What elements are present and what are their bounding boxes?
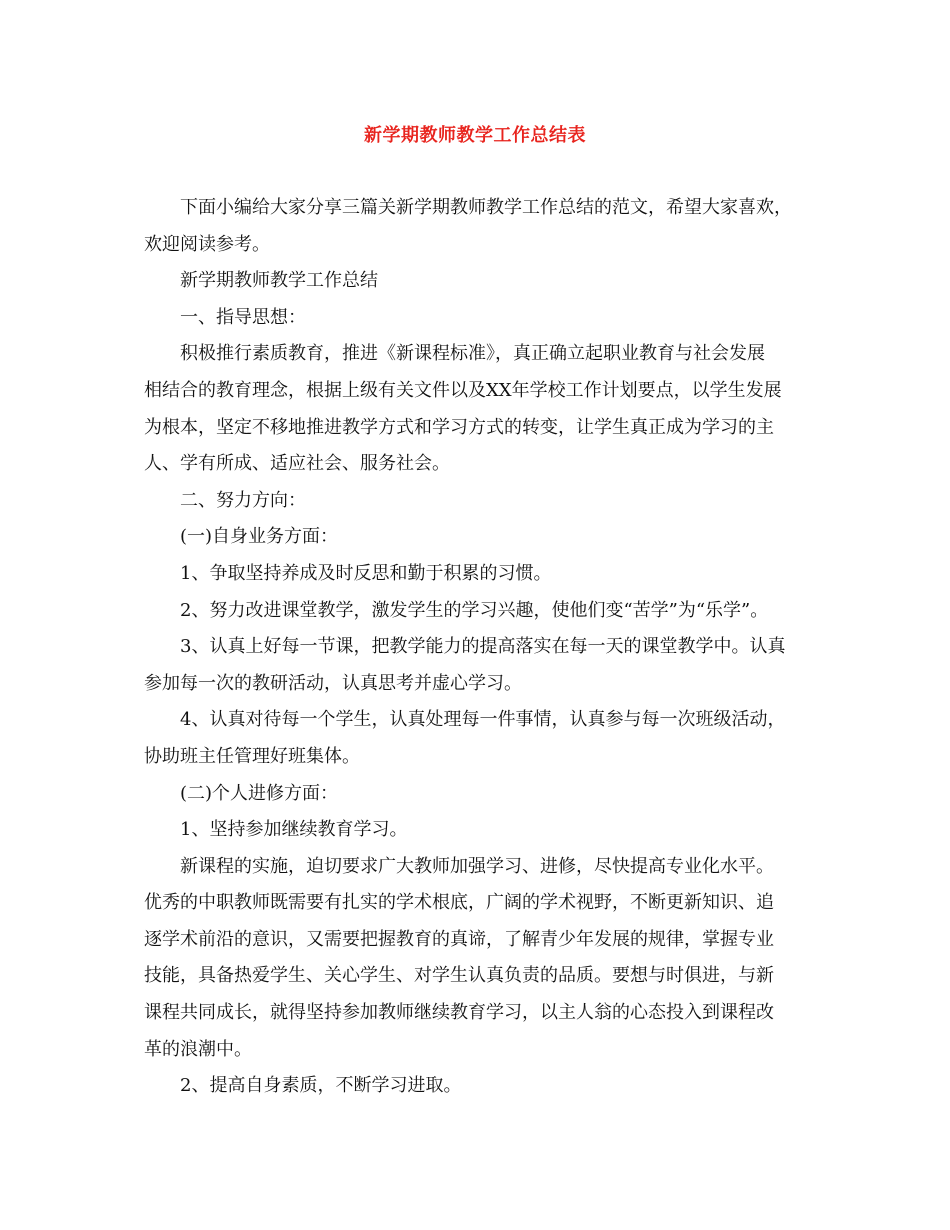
text-line: 课程共同成长，就得坚持参加教师继续教育学习，以主人翁的心态投入到课程改 xyxy=(144,1002,774,1024)
paragraph xyxy=(144,190,824,263)
paragraph xyxy=(144,263,824,300)
text-line: 1、坚持参加继续教育学习。 xyxy=(180,819,408,841)
text-line: 2、努力改进课堂教学，激发学生的学习兴趣，使他们变“苦学”为“乐学”。 xyxy=(180,599,769,621)
text-line: 新课程的实施，迫切要求广大教师加强学习、进修，尽快提高专业化水平。 xyxy=(180,855,774,877)
list-item xyxy=(144,1068,824,1105)
text-line: (二)个人进修方面： xyxy=(180,782,339,804)
text-line: 二、努力方向： xyxy=(180,489,306,511)
list-item xyxy=(144,593,824,630)
text-line: 为根本，坚定不移地推进教学方式和学习方式的转变，让学生真正成为学习的主 xyxy=(144,416,774,438)
section-heading xyxy=(144,300,824,337)
text-line: 1、争取坚持养成及时反思和勤于积累的习惯。 xyxy=(180,562,552,584)
text-line: 协助班主任管理好班集体。 xyxy=(144,745,360,767)
text-line: 3、认真上好每一节课，把教学能力的提高落实在每一天的课堂教学中。认真 xyxy=(180,636,786,658)
subsection-heading xyxy=(144,519,824,556)
text-line: 积极推行素质教育，推进《新课程标准》，真正确立起职业教育与社会发展 xyxy=(180,343,765,365)
text-line: 革的浪潮中。 xyxy=(144,1038,252,1060)
text-line: 4、认真对待每一个学生，认真处理每一件事情，认真参与每一次班级活动， xyxy=(180,709,786,731)
text-line: 2、提高自身素质，不断学习进取。 xyxy=(180,1075,462,1097)
paragraph xyxy=(144,849,824,1069)
text-line: 欢迎阅读参考。 xyxy=(144,233,270,255)
subsection-heading xyxy=(144,776,824,813)
list-item xyxy=(144,556,824,593)
document-body xyxy=(144,190,824,1105)
section-heading xyxy=(144,483,824,520)
text-line: 相结合的教育理念，根据上级有关文件以及XX年学校工作计划要点，以学生发展 xyxy=(144,379,782,401)
text-line: (一)自身业务方面： xyxy=(180,526,339,548)
list-item xyxy=(144,629,824,702)
text-line: 优秀的中职教师既需要有扎实的学术根底，广阔的学术视野，不断更新知识、追 xyxy=(144,892,774,914)
paragraph xyxy=(144,336,824,482)
text-line: 人、学有所成、适应社会、服务社会。 xyxy=(144,453,450,475)
text-line: 参加每一次的教研活动，认真思考并虚心学习。 xyxy=(144,672,522,694)
list-item xyxy=(144,702,824,775)
text-line: 新学期教师教学工作总结 xyxy=(180,270,378,292)
text-line: 技能，具备热爱学生、关心学生、对学生认真负责的品质。要想与时俱进，与新 xyxy=(144,965,774,987)
text-line: 逐学术前沿的意识，又需要把握教育的真谛，了解青少年发展的规律，掌握专业 xyxy=(144,928,774,950)
document-title: 新学期教师教学工作总结表 xyxy=(364,125,586,146)
list-item xyxy=(144,812,824,849)
text-line: 一、指导思想： xyxy=(180,306,306,328)
text-line: 下面小编给大家分享三篇关新学期教师教学工作总结的范文，希望大家喜欢， xyxy=(180,197,792,218)
